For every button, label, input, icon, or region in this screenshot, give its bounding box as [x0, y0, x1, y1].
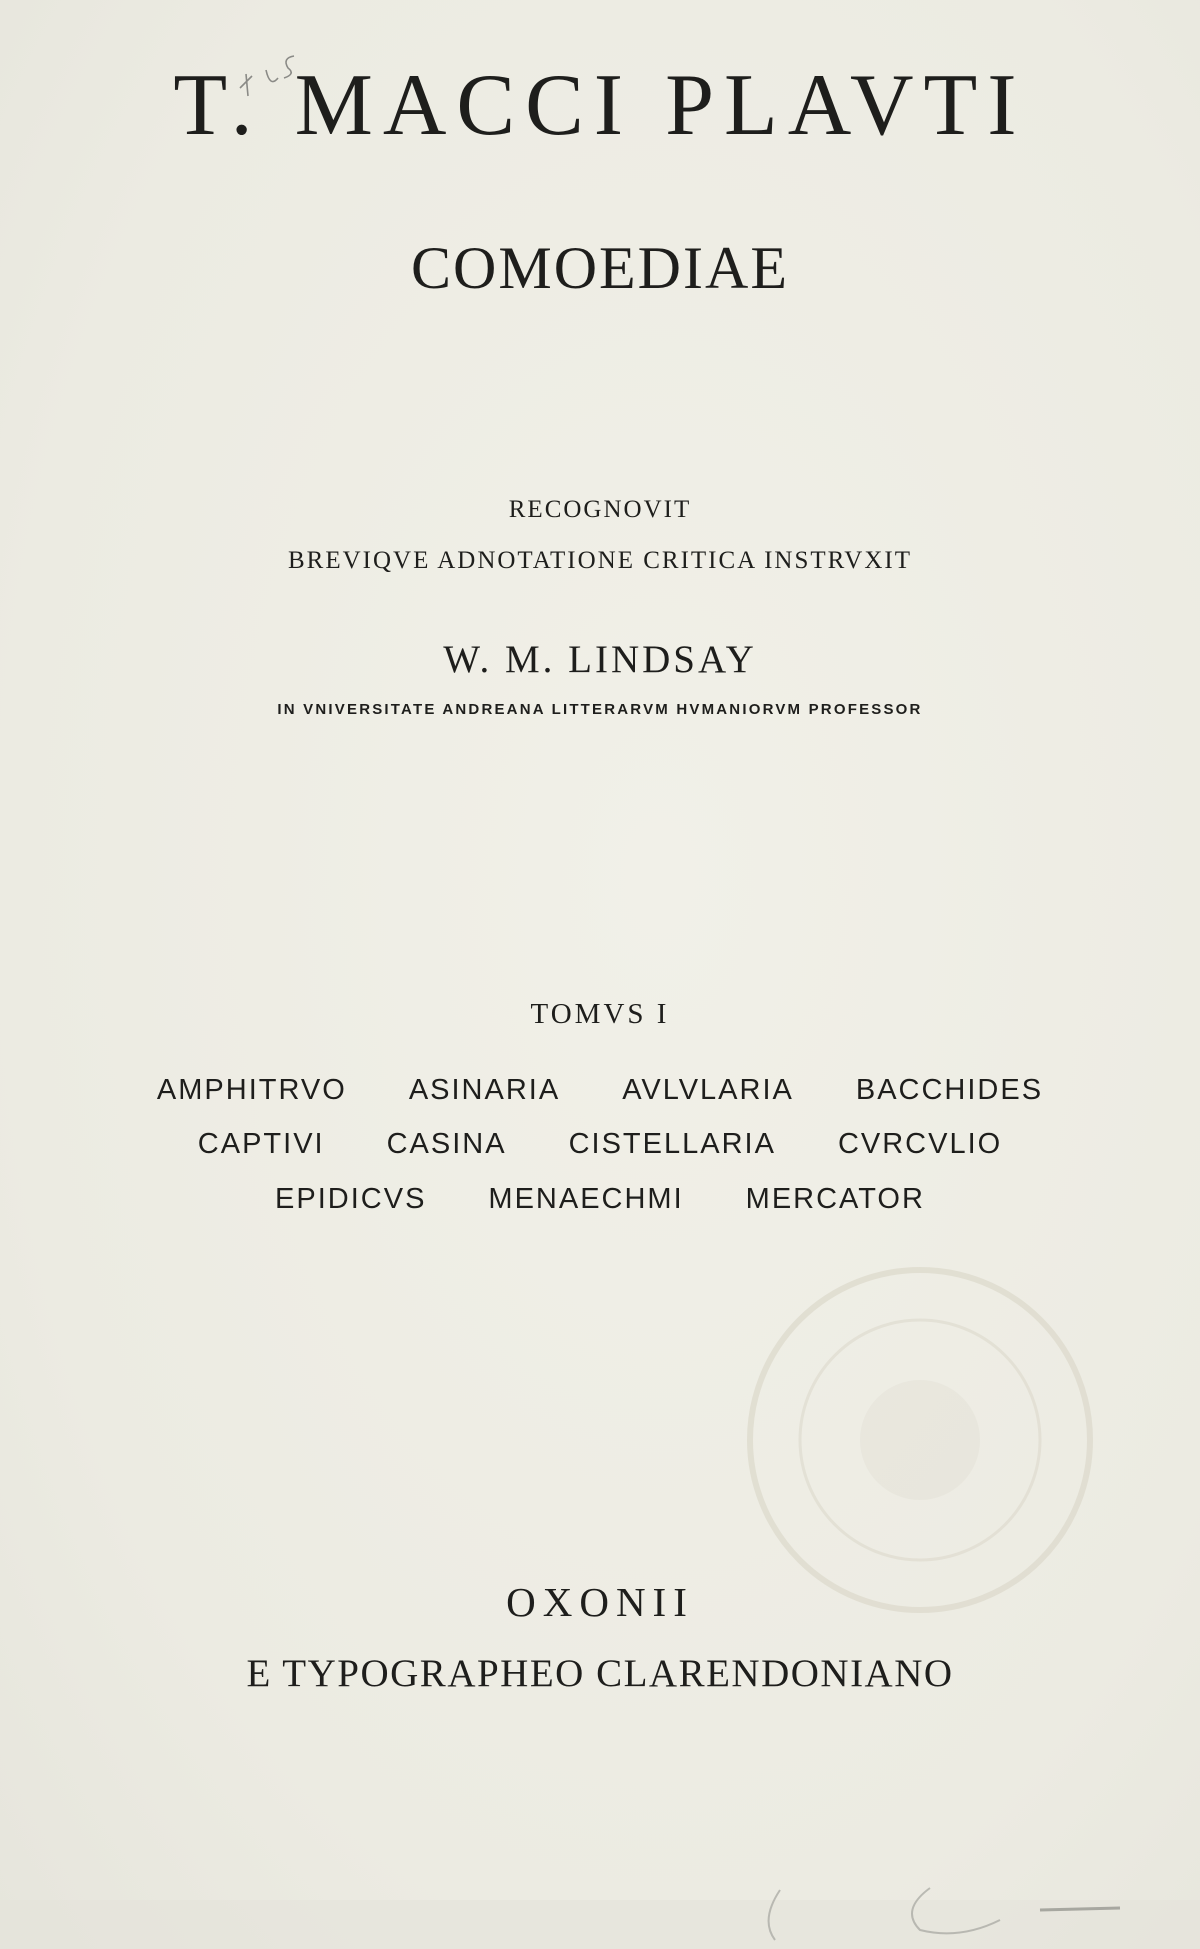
plays-row-2 — [0, 1130, 1200, 1159]
play-title: AVLVLARIA — [622, 1074, 794, 1106]
play-title: BACCHIDES — [855, 1074, 1044, 1106]
play-title: MENAECHMI — [488, 1183, 684, 1215]
plays-row-1 — [0, 1076, 1200, 1105]
play-title: EPIDICVS — [275, 1183, 427, 1215]
play-title: CAPTIVI — [197, 1128, 325, 1160]
imprint-publisher: E TYPOGRAPHEO CLARENDONIANO — [246, 1652, 954, 1695]
play-title: MERCATOR — [745, 1183, 925, 1215]
play-title: CVRCVLIO — [837, 1128, 1003, 1160]
editor-affiliation: IN VNIVERSITATE ANDREANA LITTERARVM HVMANIORVM PROFESSOR — [277, 701, 923, 718]
editor-name: W. M. LINDSAY — [443, 638, 757, 681]
adnotatione-line: BREVIQVE ADNOTATIONE CRITICA INSTRVXIT — [287, 547, 913, 574]
library-stamp — [730, 1250, 1110, 1630]
play-title: ASINARIA — [408, 1074, 561, 1106]
play-title: CASINA — [386, 1128, 507, 1160]
page-title: T. MACCI PLAVTI — [173, 57, 1027, 154]
page-subtitle: COMOEDIAE — [411, 235, 789, 301]
play-title: AMPHITRVO — [156, 1074, 347, 1106]
volume-label: TOMVS I — [530, 998, 670, 1030]
plays-row-3 — [0, 1185, 1200, 1214]
imprint-city: OXONII — [506, 1579, 694, 1625]
page-edge-smudge — [0, 1880, 1200, 1949]
recognovit-line: RECOGNOVIT — [508, 496, 692, 523]
play-title: CISTELLARIA — [568, 1128, 776, 1160]
